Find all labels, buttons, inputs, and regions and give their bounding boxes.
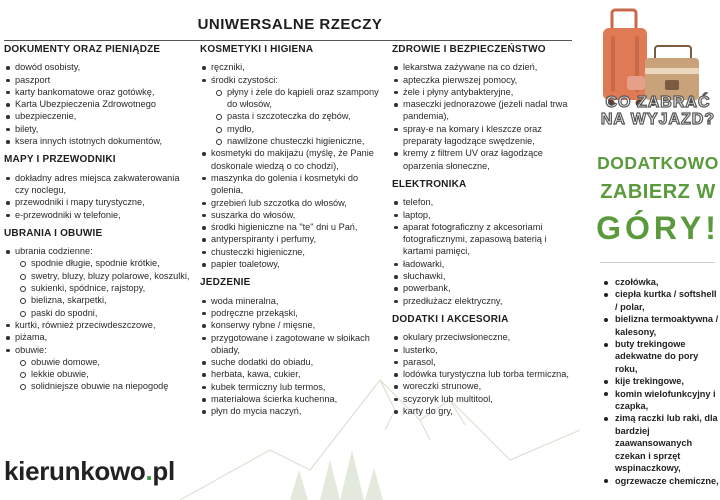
electronics-list xyxy=(392,196,574,307)
list-item: lodówka turystyczna lub torba termiczna, xyxy=(392,368,574,380)
list-item: paszport xyxy=(4,74,194,86)
list-item: buty trekingowe adekwatne do pory roku, xyxy=(598,338,720,375)
list-item: dowód osobisty, xyxy=(4,61,194,73)
list-item: bilety, xyxy=(4,123,194,135)
list-item: płyn do mycia naczyń, xyxy=(200,405,386,417)
section-health xyxy=(392,44,574,172)
sub-list-item: paski do spodni, xyxy=(4,307,194,319)
list-item: chusteczki higieniczne, xyxy=(200,246,386,258)
sub-list-item: płyny i żele do kąpieli oraz szampony do włosów, xyxy=(200,86,386,111)
list-item: telefon, xyxy=(392,196,574,208)
list-item: przedłużacz elektryczny, xyxy=(392,295,574,307)
sub-list-item: lekkie obuwie, xyxy=(4,368,194,380)
list-item: ubrania codzienne: xyxy=(4,245,194,257)
list-item: konserwy rybne / mięsne, xyxy=(200,319,386,331)
section-heading: DOKUMENTY ORAZ PIENIĄDZE xyxy=(4,44,161,55)
sidebar-divider xyxy=(600,262,715,263)
list-item: komin wielofunkcyjny i czapka, xyxy=(598,388,720,413)
mountain-extras xyxy=(598,276,720,487)
list-item: podręczne przekąski, xyxy=(200,307,386,319)
list-item: maseczki jednorazowe (jeżeli nadal trwa pandemia), xyxy=(392,98,574,123)
list-item: słuchawki, xyxy=(392,270,574,282)
health-list xyxy=(392,61,574,172)
luggage-icon xyxy=(597,8,702,108)
list-item: żele i płyny antybakteryjne, xyxy=(392,86,574,98)
accessories-list xyxy=(392,331,574,417)
list-item: lekarstwa zażywane na co dzień, xyxy=(392,61,574,73)
sub-list-item: sukienki, spódnice, rajstopy, xyxy=(4,282,194,294)
list-item: czołówka, xyxy=(598,276,720,288)
list-item: bielizna termoaktywna / kalesony, xyxy=(598,313,720,338)
logo-dot: . xyxy=(145,456,153,486)
list-item: suszarka do włosów, xyxy=(200,209,386,221)
section-heading: ELEKTRONIKA xyxy=(392,178,467,190)
section-clothes xyxy=(4,228,194,393)
list-item: kubek termiczny lub termos, xyxy=(200,381,386,393)
list-item: powerbank, xyxy=(392,282,574,294)
section-documents xyxy=(4,44,194,147)
column-2 xyxy=(200,44,386,425)
list-item: woda mineralna, xyxy=(200,295,386,307)
list-item: kurtki, również przeciwdeszczowe, xyxy=(4,319,194,331)
sub-list-item: nawilżone chusteczki higieniczne, xyxy=(200,135,386,147)
section-heading: DODATKI I AKCESORIA xyxy=(392,313,509,325)
list-item: kije trekingowe, xyxy=(598,375,720,387)
page-title: UNIWERSALNE RZECZY xyxy=(197,16,383,33)
list-item: okulary przeciwsłoneczne, xyxy=(392,331,574,343)
list-item: maszynka do golenia i kosmetyki do golenia, xyxy=(200,172,386,197)
list-item: materiałowa ścierka kuchenna, xyxy=(200,393,386,405)
list-item: apteczka pierwszej pomocy, xyxy=(392,74,574,86)
documents-list xyxy=(4,61,194,147)
list-item: kosmetyki do makijażu (myślę, że Panie doskonale wiedzą o co chodzi), xyxy=(200,147,386,172)
list-item: woreczki strunowe, xyxy=(392,380,574,392)
list-item: ogrzewacze chemiczne, xyxy=(598,475,720,487)
kierunkowo-logo xyxy=(4,456,175,487)
cosmetics-list xyxy=(200,61,386,270)
section-cosmetics xyxy=(200,44,386,270)
list-item: piżama, xyxy=(4,331,194,343)
section-electronics xyxy=(392,179,574,307)
list-item: spray-e na komary i kleszcze oraz preparaty łagodzące swędzenie, xyxy=(392,123,574,148)
logo-main: kierunkowo xyxy=(4,456,146,486)
sub-list-item: solidniejsze obuwie na niepogodę xyxy=(4,380,194,392)
section-maps xyxy=(4,154,194,220)
list-item: przygotowane i zagotowane w słoikach obiady, xyxy=(200,332,386,357)
sub-list-item: bielizna, skarpetki, xyxy=(4,294,194,306)
list-item: obuwie: xyxy=(4,344,194,356)
list-item: przewodniki i mapy turystyczne, xyxy=(4,196,194,208)
section-accessories xyxy=(392,314,574,417)
list-item: aparat fotograficzny z akcesoriami fotograficznymi, zapasową baterią i kartami pamięci, xyxy=(392,221,574,258)
list-item: herbata, kawa, cukier, xyxy=(200,368,386,380)
list-item: suche dodatki do obiadu, xyxy=(200,356,386,368)
list-item: ciepła kurtka / softshell / polar, xyxy=(598,288,720,313)
list-item: lusterko, xyxy=(392,344,574,356)
logo-tld: pl xyxy=(152,456,175,486)
list-item: laptop, xyxy=(392,209,574,221)
list-item: karty do gry, xyxy=(392,405,574,417)
section-heading: ZDROWIE I BEZPIECZEŃSTWO xyxy=(392,44,546,55)
list-item: e-przewodniki w telefonie, xyxy=(4,209,194,221)
list-item: ładowarki, xyxy=(392,258,574,270)
list-item: scyzoryk lub multitool, xyxy=(392,393,574,405)
sidebar-heading-line-3: GÓRY! xyxy=(596,210,720,246)
section-food xyxy=(200,277,386,417)
column-1 xyxy=(4,44,194,400)
list-item: środki czystości: xyxy=(200,74,386,86)
list-item: dokładny adres miejsca zakwaterowania czy noclegu, xyxy=(4,172,194,197)
list-item: zimą raczki lub raki, dla bardziej zaawansowanych czekan i sprzęt wspinaczkowy, xyxy=(598,412,720,474)
list-item: parasol, xyxy=(392,356,574,368)
list-item: kremy z filtrem UV oraz łagodzące oparzenia słoneczne, xyxy=(392,147,574,172)
list-item: antyperspiranty i perfumy, xyxy=(200,233,386,245)
sub-list-item: mydło, xyxy=(200,123,386,135)
maps-list xyxy=(4,172,194,221)
sidebar-question: CO ZABRAĆ NA WYJAZD? xyxy=(600,94,716,128)
list-item: karty bankomatowe oraz gotówkę, xyxy=(4,86,194,98)
section-heading: KOSMETYKI I HIGIENA xyxy=(200,44,314,55)
mountain-extras-list xyxy=(598,276,720,487)
list-item: grzebień lub szczotka do włosów, xyxy=(200,197,386,209)
clothes-list xyxy=(4,245,194,393)
section-heading: JEDZENIE xyxy=(200,277,251,289)
food-list xyxy=(200,295,386,418)
sub-list-item: pasta i szczoteczka do zębów, xyxy=(200,110,386,122)
sub-list-item: obuwie domowe, xyxy=(4,356,194,368)
list-item: ksera innych istotnych dokumentów, xyxy=(4,135,194,147)
title-divider xyxy=(4,40,572,41)
list-item: papier toaletowy, xyxy=(200,258,386,270)
section-heading: MAPY I PRZEWODNIKI xyxy=(4,154,116,166)
section-heading: UBRANIA I OBUWIE xyxy=(4,227,103,239)
sidebar-heading-line-2: ZABIERZ W xyxy=(600,181,716,203)
sidebar-heading-line-1: DODATKOWO xyxy=(597,153,719,173)
sub-list-item: swetry, bluzy, bluzy polarowe, koszulki, xyxy=(4,270,194,282)
list-item: ręczniki, xyxy=(200,61,386,73)
list-item: Karta Ubezpieczenia Zdrowotnego xyxy=(4,98,194,110)
list-item: ubezpieczenie, xyxy=(4,110,194,122)
sub-list-item: spodnie długie, spodnie krótkie, xyxy=(4,257,194,269)
column-3 xyxy=(392,44,574,424)
list-item: środki higieniczne na "te" dni u Pań, xyxy=(200,221,386,233)
